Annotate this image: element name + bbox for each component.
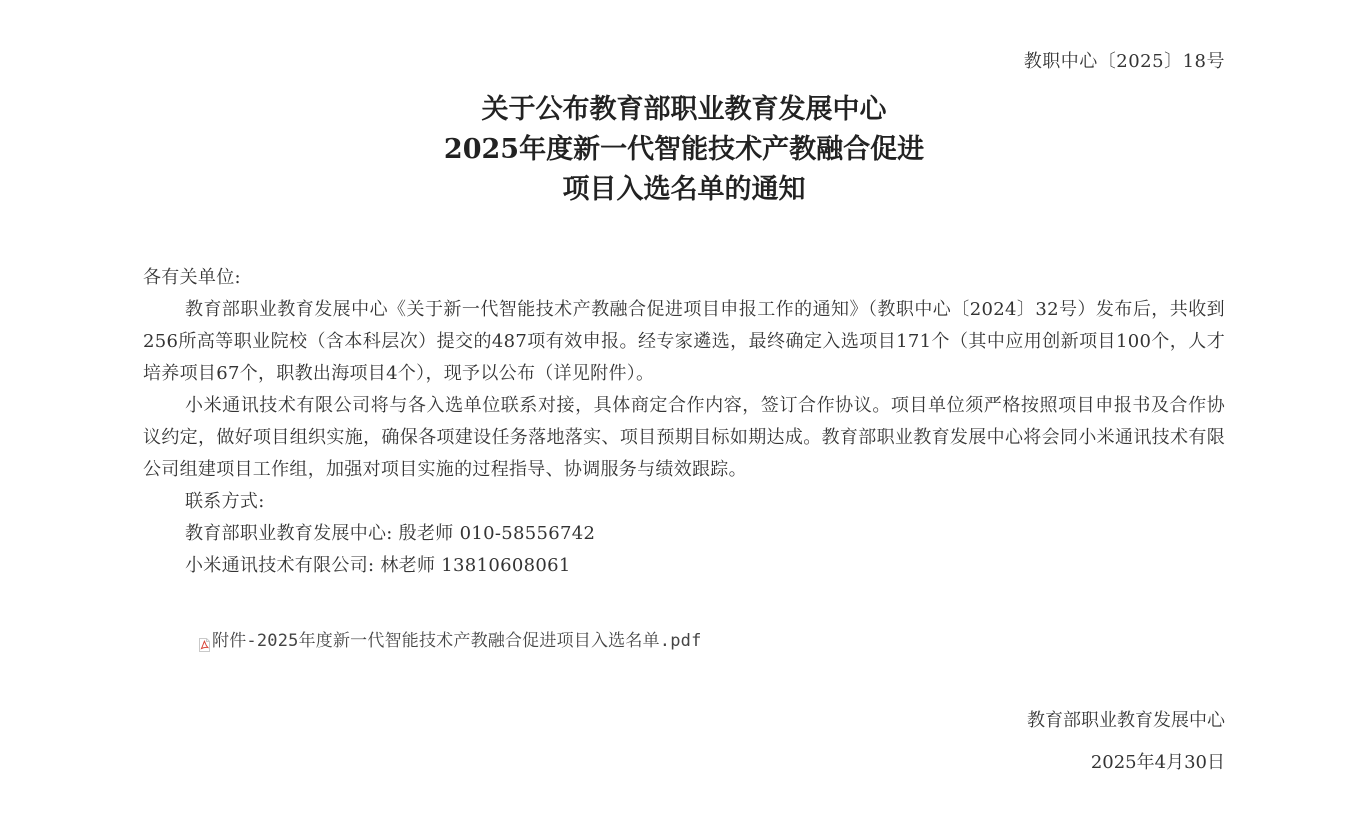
issuer-name: 教育部职业教育发展中心 <box>1027 710 1225 731</box>
contact-xiaomi: 小米通讯技术有限公司: 林老师 13810608061 <box>185 555 571 576</box>
document-number: 教职中心〔2025〕18号 <box>1023 51 1225 72</box>
notice-body <box>143 262 1225 582</box>
attachment-filename: 附件-2025年度新一代智能技术产教融合促进项目入选名单.pdf <box>212 631 702 651</box>
contact-ministry: 教育部职业教育发展中心: 殷老师 010-58556742 <box>185 523 596 544</box>
pdf-file-icon <box>199 632 210 646</box>
body-paragraph-2: 小米通讯技术有限公司将与各入选单位联系对接，具体商定合作内容，签订合作协议。项目单位须严格按照项目申报书及合作协议约定，做好项目组织实施，确保各项建设任务落地落实、项目预期目标如期达成。教育部职业教育发展中心将会同小米通讯技术有限公司组建项目工作组，加强对项目实施的过程指导、协调服务与绩效跟踪。 <box>143 395 1225 480</box>
issue-date: 2025年4月30日 <box>1090 752 1225 773</box>
body-paragraph-1: 教育部职业教育发展中心《关于新一代智能技术产教融合促进项目申报工作的通知》（教职中心〔2024〕32号）发布后，共收到256所高等职业院校（含本科层次）提交的487项有效申报。经专家遴选，最终确定入选项目171个（其中应用创新项目100个，人才培养项目67个，职教出海项目4个），现予以公布（详见附件）。 <box>143 299 1225 384</box>
title-line-3: 项目入选名单的通知 <box>562 174 806 205</box>
notice-document <box>143 0 1225 824</box>
attachment-link[interactable] <box>199 626 702 656</box>
title-line-2: 2025年度新一代智能技术产教融合促进 <box>443 134 925 165</box>
salutation: 各有关单位: <box>143 267 241 288</box>
contact-heading: 联系方式: <box>185 491 265 512</box>
title-line-1: 关于公布教育部职业教育发展中心 <box>481 94 887 125</box>
notice-title <box>143 90 1225 210</box>
